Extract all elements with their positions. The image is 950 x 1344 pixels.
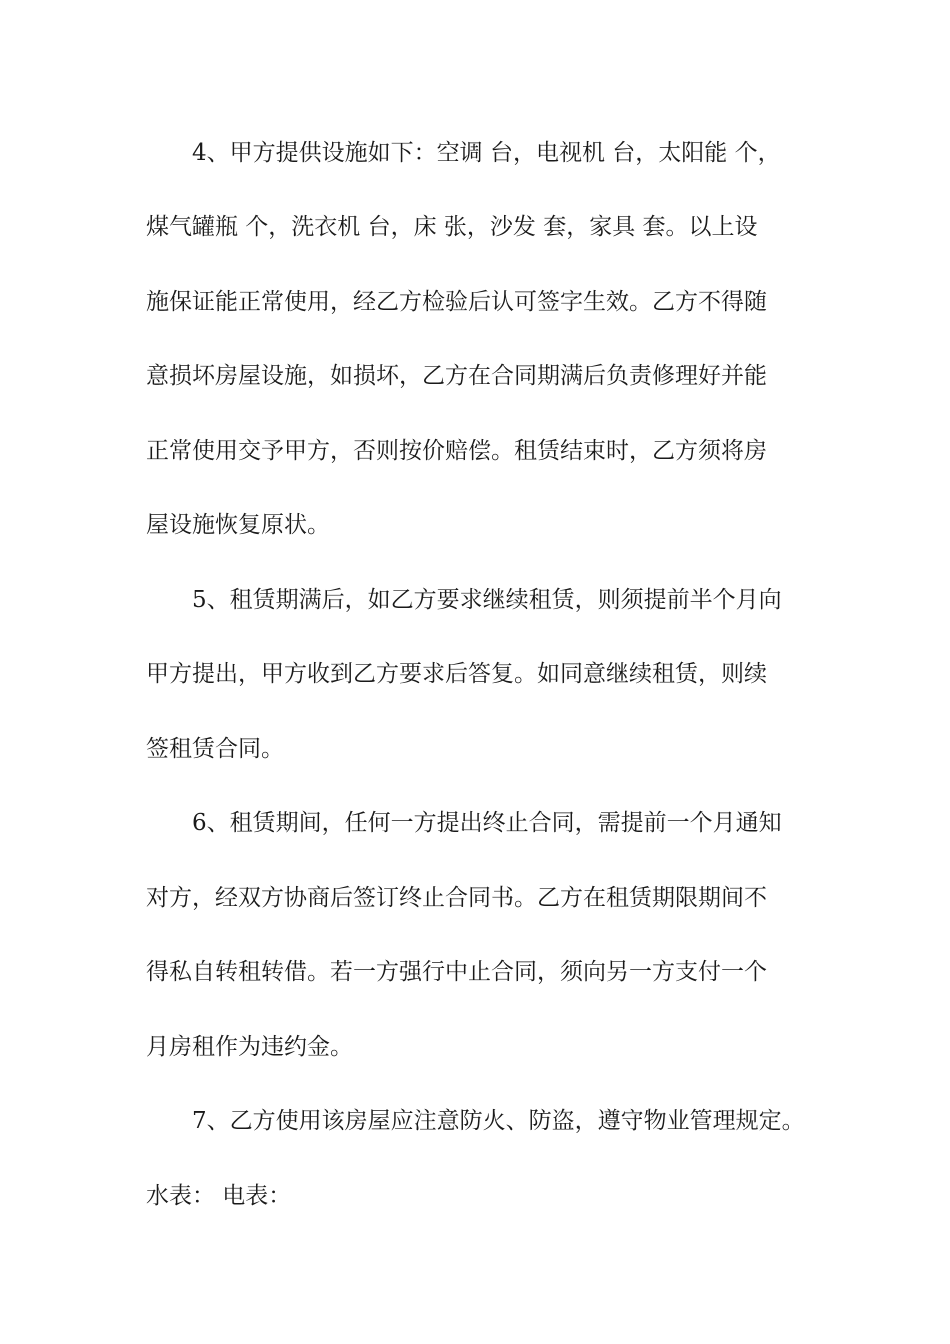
clause-5-line-2: 甲方提出，甲方收到乙方要求后答复。如同意继续租赁，则续 xyxy=(146,661,767,687)
clause-4-line-1: 4、甲方提供设施如下：空调 台，电视机 台，太阳能 个， xyxy=(192,140,781,166)
clause-6-line-3: 得私自转租转借。若一方强行中止合同，须向另一方支付一个 xyxy=(146,959,767,985)
clause-5-line-1: 5、租赁期满后，如乙方要求继续租赁，则须提前半个月向 xyxy=(192,587,782,613)
clause-7-line-1: 7、乙方使用该房屋应注意防火、防盗，遵守物业管理规定。 xyxy=(192,1108,805,1134)
clause-6-line-1: 6、租赁期间，任何一方提出终止合同，需提前一个月通知 xyxy=(192,810,782,836)
clause-4-line-2: 煤气罐瓶 个，洗衣机 台，床 张，沙发 套，家具 套。以上设 xyxy=(146,214,758,240)
clause-5-line-3: 签租赁合同。 xyxy=(146,736,284,762)
clause-4-line-4: 意损坏房屋设施，如损坏，乙方在合同期满后负责修理好并能 xyxy=(146,363,767,389)
clause-4-line-6: 屋设施恢复原状。 xyxy=(146,512,330,538)
meter-readings-line: 水表： 电表： xyxy=(146,1183,292,1209)
clause-6-line-4: 月房租作为违约金。 xyxy=(146,1034,353,1060)
clause-4-line-3: 施保证能正常使用，经乙方检验后认可签字生效。乙方不得随 xyxy=(146,289,767,315)
clause-4-line-5: 正常使用交予甲方，否则按价赔偿。租赁结束时，乙方须将房 xyxy=(146,438,767,464)
clause-6-line-2: 对方，经双方协商后签订终止合同书。乙方在租赁期限期间不 xyxy=(146,885,767,911)
